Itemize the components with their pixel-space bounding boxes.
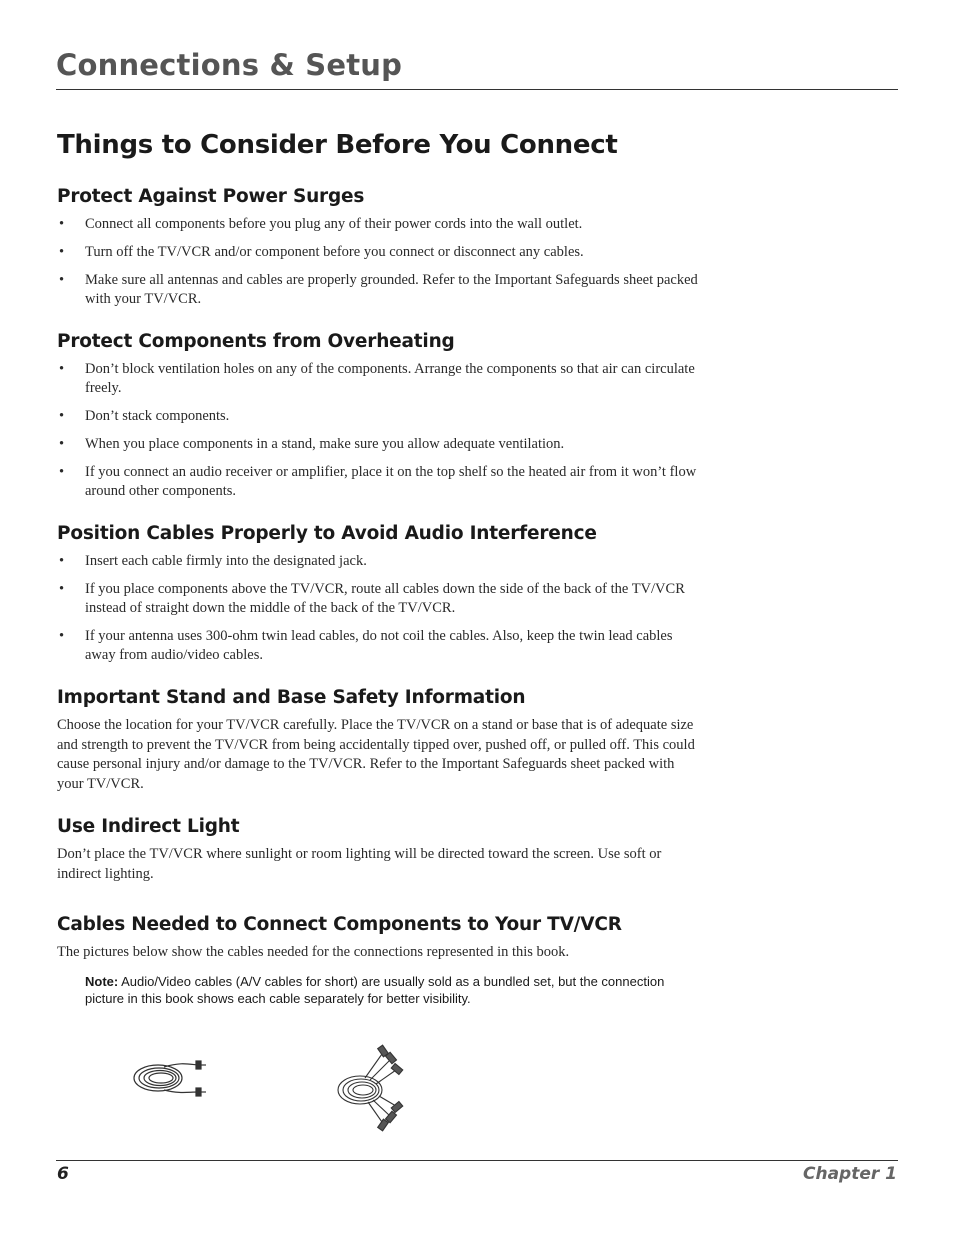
main-content bbox=[57, 186, 702, 1029]
bullet-icon: • bbox=[59, 408, 65, 424]
bullet-list bbox=[57, 215, 702, 309]
list-item-text: If you place components above the TV/VCR, route all cables down the side of the back of the TV/VCR instead of straight down the middle of the back of the TV/VCR. bbox=[85, 581, 685, 616]
list-item bbox=[57, 580, 702, 618]
section-indirect-light bbox=[57, 816, 702, 884]
cable-illustrations bbox=[130, 1040, 420, 1135]
page-number: 6 bbox=[57, 1164, 69, 1184]
list-item-text: Turn off the TV/VCR and/or component before you connect or disconnect any cables. bbox=[85, 244, 584, 260]
section-cables-needed bbox=[57, 914, 702, 1007]
section-heading: Protect Components from Overheating bbox=[57, 331, 455, 352]
bullet-icon: • bbox=[59, 361, 65, 377]
section-power-surges bbox=[57, 186, 702, 309]
list-item bbox=[57, 271, 702, 309]
av-cable-icon bbox=[338, 1045, 403, 1131]
list-item-text: Insert each cable firmly into the designated jack. bbox=[85, 553, 367, 569]
list-item-text: Don’t stack components. bbox=[85, 408, 230, 424]
bullet-icon: • bbox=[59, 216, 65, 232]
section-heading: Important Stand and Base Safety Information bbox=[57, 687, 526, 708]
section-overheating bbox=[57, 331, 702, 501]
list-item-text: Make sure all antennas and cables are properly grounded. Refer to the Important Safeguards sheet packed with your TV/VCR. bbox=[85, 272, 698, 307]
list-item-text: Connect all components before you plug any of their power cords into the wall outlet. bbox=[85, 216, 583, 232]
bullet-icon: • bbox=[59, 464, 65, 480]
header-divider bbox=[56, 89, 898, 90]
section-paragraph: The pictures below show the cables needed for the connections represented in this book. bbox=[57, 944, 570, 960]
list-item bbox=[57, 360, 702, 398]
chapter-label: Chapter 1 bbox=[802, 1164, 897, 1184]
section-heading: Use Indirect Light bbox=[57, 816, 240, 837]
section-paragraph: Choose the location for your TV/VCR carefully. Place the TV/VCR on a stand or base that is of adequate size and strength to prevent the TV/VCR from being accidentally tipped over, pushed off, or pulled off. This could cause personal injury and/or damage to the TV/VCR. Refer to the Important Safeguards sheet packed with your TV/VCR. bbox=[57, 717, 695, 792]
section-heading: Protect Against Power Surges bbox=[57, 186, 365, 207]
page-title: Things to Consider Before You Connect bbox=[57, 130, 618, 160]
section-header-title: Connections & Setup bbox=[56, 48, 403, 82]
section-stand-safety bbox=[57, 687, 702, 794]
bullet-icon: • bbox=[59, 628, 65, 644]
bullet-icon: • bbox=[59, 272, 65, 288]
list-item-text: Don’t block ventilation holes on any of the components. Arrange the components so that air can circulate freely. bbox=[85, 361, 695, 396]
bullet-icon: • bbox=[59, 581, 65, 597]
bullet-icon: • bbox=[59, 436, 65, 452]
list-item bbox=[57, 435, 702, 454]
note-label: Note: bbox=[85, 973, 119, 989]
list-item bbox=[57, 215, 702, 234]
section-heading: Cables Needed to Connect Components to Your TV/VCR bbox=[57, 914, 622, 935]
note-box bbox=[85, 973, 705, 1007]
list-item bbox=[57, 552, 702, 571]
bullet-icon: • bbox=[59, 244, 65, 260]
list-item-text: When you place components in a stand, make sure you allow adequate ventilation. bbox=[85, 436, 565, 452]
footer-divider bbox=[56, 1160, 898, 1161]
section-heading: Position Cables Properly to Avoid Audio Interference bbox=[57, 523, 597, 544]
coaxial-cable-icon bbox=[134, 1061, 206, 1096]
note-text: Audio/Video cables (A/V cables for short) are usually sold as a bundled set, but the connection picture in this book shows each cable separately for better visibility. bbox=[85, 973, 665, 1006]
list-item bbox=[57, 463, 702, 501]
bullet-icon: • bbox=[59, 553, 65, 569]
bullet-list bbox=[57, 360, 702, 501]
bullet-list bbox=[57, 552, 702, 665]
section-cable-position bbox=[57, 523, 702, 665]
list-item-text: If your antenna uses 300-ohm twin lead cables, do not coil the cables. Also, keep the twin lead cables away from audio/video cables. bbox=[85, 628, 673, 663]
cables-illustration bbox=[130, 1040, 420, 1135]
section-paragraph: Don’t place the TV/VCR where sunlight or room lighting will be directed toward the screen. Use soft or indirect lighting. bbox=[57, 846, 662, 882]
list-item-text: If you connect an audio receiver or amplifier, place it on the top shelf so the heated air from it won’t flow around other components. bbox=[85, 464, 697, 499]
list-item bbox=[57, 243, 702, 262]
list-item bbox=[57, 407, 702, 426]
list-item bbox=[57, 627, 702, 665]
